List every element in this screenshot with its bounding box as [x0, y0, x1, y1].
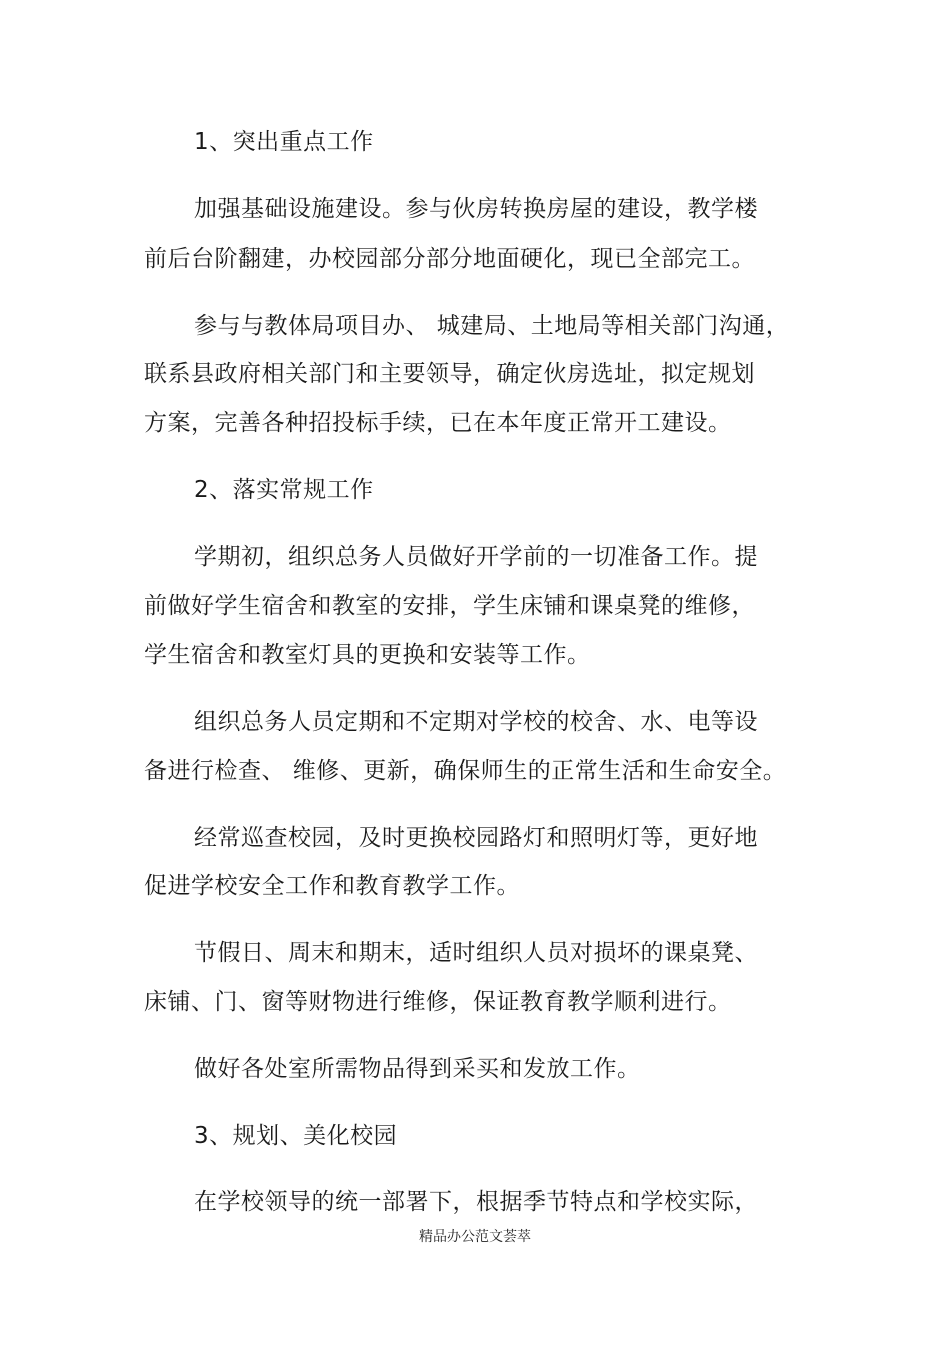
paragraph-line: 方案，完善各种招投标手续，已在本年度正常开工建设。	[144, 410, 732, 436]
paragraph-line: 联系县政府相关部门和主要领导，确定伙房选址，拟定规划	[144, 361, 755, 387]
heading-2: 2、落实常规工作	[194, 477, 374, 503]
heading-1: 1、突出重点工作	[194, 129, 374, 155]
paragraph-line: 经常巡查校园，及时更换校园路灯和照明灯等，更好地	[194, 825, 758, 851]
paragraph-line: 学期初，组织总务人员做好开学前的一切准备工作。提	[194, 544, 758, 570]
heading-3: 3、规划、美化校园	[194, 1123, 398, 1149]
paragraph-line: 在学校领导的统一部署下，根据季节特点和学校实际，	[194, 1189, 758, 1215]
paragraph-line: 加强基础设施建设。参与伙房转换房屋的建设，教学楼	[194, 196, 758, 222]
paragraph-line: 备进行检查、 维修、更新，确保师生的正常生活和生命安全。	[144, 758, 787, 784]
paragraph-line: 做好各处室所需物品得到采买和发放工作。	[194, 1056, 641, 1082]
paragraph-line: 前做好学生宿舍和教室的安排，学生床铺和课桌凳的维修，	[144, 593, 755, 619]
paragraph-line: 前后台阶翻建，办校园部分部分地面硬化，现已全部完工。	[144, 246, 755, 272]
paragraph-line: 学生宿舍和教室灯具的更换和安装等工作。	[144, 642, 591, 668]
paragraph-line: 促进学校安全工作和教育教学工作。	[144, 873, 520, 899]
paragraph-line: 床铺、门、窗等财物进行维修，保证教育教学顺利进行。	[144, 989, 732, 1015]
paragraph-line: 节假日、周末和期末，适时组织人员对损坏的课桌凳、	[194, 940, 758, 966]
page-footer: 精品办公范文荟萃	[419, 1229, 531, 1245]
paragraph-line: 参与与教体局项目办、 城建局、土地局等相关部门沟通，	[194, 313, 790, 339]
paragraph-line: 组织总务人员定期和不定期对学校的校舍、水、电等设	[194, 709, 758, 735]
